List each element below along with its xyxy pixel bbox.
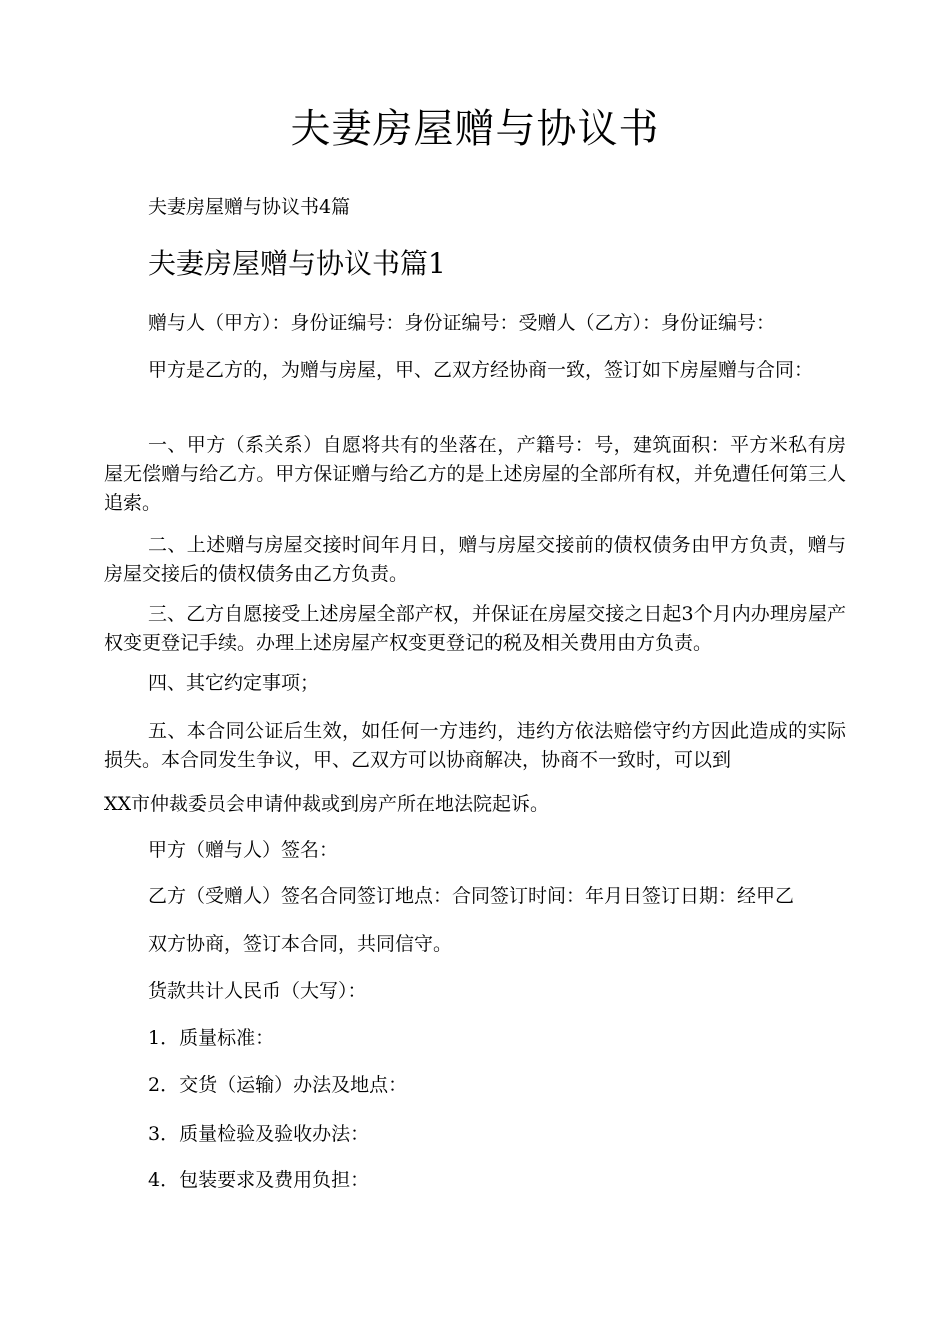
paragraph-clause-1: 一、甲方（系关系）自愿将共有的坐落在，产籍号：号，建筑面积：平方米私有房屋无偿赠与给乙方。甲方保证赠与给乙方的是上述房屋的全部所有权，并免遭任何第三人追索。 [104,434,846,514]
paragraph-clause-5: 五、本合同公证后生效，如任何一方违约，违约方依法赔偿守约方因此造成的实际损失。本合同发生争议，甲、乙双方可以协商解决，协商不一致时，可以到 [104,720,846,771]
paragraph-agreement: 双方协商，签订本合同，共同信守。 [148,933,453,955]
list-item-quality-standard: 1．质量标准： [148,1027,275,1049]
paragraph-intro: 甲方是乙方的，为赠与房屋，甲、乙双方经协商一致，签订如下房屋赠与合同： [148,359,814,381]
paragraph-party-a-signature: 甲方（赠与人）签名： [148,839,339,861]
paragraph-clause-5-cont: XX市仲裁委员会申请仲裁或到房产所在地法院起诉。 [104,793,550,815]
section-heading: 夫妻房屋赠与协议书篇1 [148,247,446,280]
list-item-inspection: 3．质量检验及验收办法： [148,1123,370,1145]
list-item-delivery: 2．交货（运输）办法及地点： [148,1074,408,1096]
list-item-packaging: 4．包装要求及费用负担： [148,1169,370,1191]
paragraph-parties: 赠与人（甲方）：身份证编号：身份证编号：受赠人（乙方）：身份证编号： [148,312,776,334]
paragraph-clause-4: 四、其它约定事项； [148,672,320,694]
document-title: 夫妻房屋赠与协议书 [290,106,660,152]
paragraph-total-payment: 货款共计人民币（大写）： [148,980,367,1002]
document-subtitle: 夫妻房屋赠与协议书4篇 [148,196,351,218]
paragraph-clause-2: 二、上述赠与房屋交接时间年月日，赠与房屋交接前的债权债务由甲方负责，赠与房屋交接后的债权债务由乙方负责。 [104,534,846,585]
paragraph-clause-3: 三、乙方自愿接受上述房屋全部产权，并保证在房屋交接之日起3个月内办理房屋产权变更登记手续。办理上述房屋产权变更登记的税及相关费用由方负责。 [104,603,846,654]
paragraph-party-b-signature: 乙方（受赠人）签名合同签订地点：合同签订时间：年月日签订日期：经甲乙 [148,885,795,907]
